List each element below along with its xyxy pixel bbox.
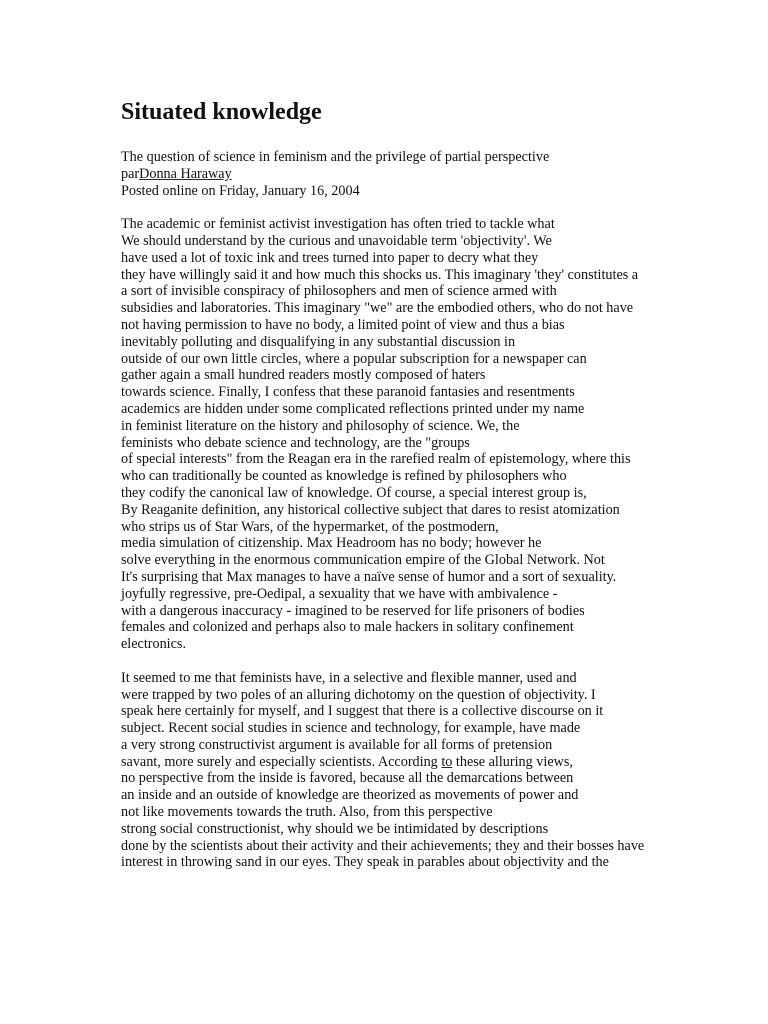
text-line: were trapped by two poles of an alluring dichotomy on the question of objectivity. I	[121, 686, 596, 703]
text-line: of special interests" from the Reagan era in the rarefied realm of epistemology, where this	[121, 451, 631, 468]
text-line: electronics.	[121, 636, 186, 653]
paragraph-1	[121, 216, 681, 653]
text-line: towards science. Finally, I confess that these paranoid fantasies and resentments	[121, 384, 575, 401]
text-line: subsidies and laboratories. This imaginary "we" are the embodied others, who do not have	[121, 300, 634, 317]
text-fragment: these alluring views,	[452, 753, 573, 770]
text-line: a very strong constructivist argument is available for all forms of pretension	[121, 736, 553, 753]
text-line: who strips us of Star Wars, of the hypermarket, of the postmodern,	[121, 518, 499, 535]
text-line: The academic or feminist activist investigation has often tried to tackle what	[121, 216, 555, 233]
text-line: speak here certainly for myself, and I suggest that there is a collective discourse on it	[121, 703, 604, 720]
text-line: subject. Recent social studies in science and technology, for example, have made	[121, 720, 581, 737]
text-line: It seemed to me that feminists have, in a selective and flexible manner, used and	[121, 669, 577, 686]
text-line: no perspective from the inside is favored, because all the demarcations between	[121, 770, 574, 787]
text-line: It's surprising that Max manages to have a naïve sense of humor and a sort of sexuality.	[121, 568, 617, 585]
text-line: have used a lot of toxic ink and trees turned into paper to decry what they	[121, 249, 539, 266]
text-line: with a dangerous inaccuracy - imagined to be reserved for life prisoners of bodies	[121, 602, 585, 619]
text-line: media simulation of citizenship. Max Headroom has no body; however he	[121, 535, 542, 552]
subtitle: The question of science in feminism and the privilege of partial perspective	[121, 149, 550, 165]
page-title: Situated knowledge	[121, 99, 322, 125]
text-line: females and colonized and perhaps also to male hackers in solitary confinement	[121, 619, 574, 636]
paragraph-2	[121, 670, 681, 872]
text-line: strong social constructionist, why should we be intimidated by descriptions	[121, 820, 549, 837]
text-line: We should understand by the curious and unavoidable term 'objectivity'. We	[121, 232, 552, 249]
text-line: interest in throwing sand in our eyes. They speak in parables about objectivity and the	[121, 854, 609, 871]
article	[121, 97, 681, 871]
text-line: an inside and an outside of knowledge are theorized as movements of power and	[121, 787, 579, 804]
byline	[121, 166, 681, 183]
text-line: not like movements towards the truth. Also, from this perspective	[121, 804, 493, 821]
underlined-word: to	[441, 753, 453, 770]
text-line: a sort of invisible conspiracy of philosophers and men of science armed with	[121, 283, 557, 300]
text-line: done by the scientists about their activity and their achievements; they and their bosses have	[121, 837, 645, 854]
text-line: not having permission to have no body, a limited point of view and thus a bias	[121, 316, 565, 333]
text-line: who can traditionally be counted as knowledge is refined by philosophers who	[121, 468, 567, 485]
text-line: inevitably polluting and disqualifying in any substantial discussion in	[121, 333, 516, 350]
author-link[interactable]: Donna Haraway	[139, 165, 232, 182]
posted-date: Posted online on Friday, January 16, 2004	[121, 182, 360, 199]
text-line	[121, 754, 681, 771]
text-line: feminists who debate science and technology, are the "groups	[121, 434, 470, 451]
text-line: in feminist literature on the history and philosophy of science. We, the	[121, 417, 520, 434]
text-line: solve everything in the enormous communication empire of the Global Network. Not	[121, 552, 605, 569]
byline-prefix: par	[121, 165, 140, 182]
text-line: outside of our own little circles, where a popular subscription for a newspaper can	[121, 350, 587, 367]
text-fragment: savant, more surely and especially scientists. According	[121, 753, 442, 770]
text-line: joyfully regressive, pre-Oedipal, a sexuality that we have with ambivalence -	[121, 585, 558, 602]
article-meta	[121, 149, 681, 199]
text-line: they codify the canonical law of knowledge. Of course, a special interest group is,	[121, 484, 587, 501]
text-line: they have willingly said it and how much this shocks us. This imaginary 'they' constitutes a	[121, 266, 639, 283]
text-line: academics are hidden under some complicated reflections printed under my name	[121, 400, 585, 417]
text-line: By Reaganite definition, any historical collective subject that dares to resist atomization	[121, 501, 620, 518]
text-line: gather again a small hundred readers mostly composed of haters	[121, 367, 486, 384]
